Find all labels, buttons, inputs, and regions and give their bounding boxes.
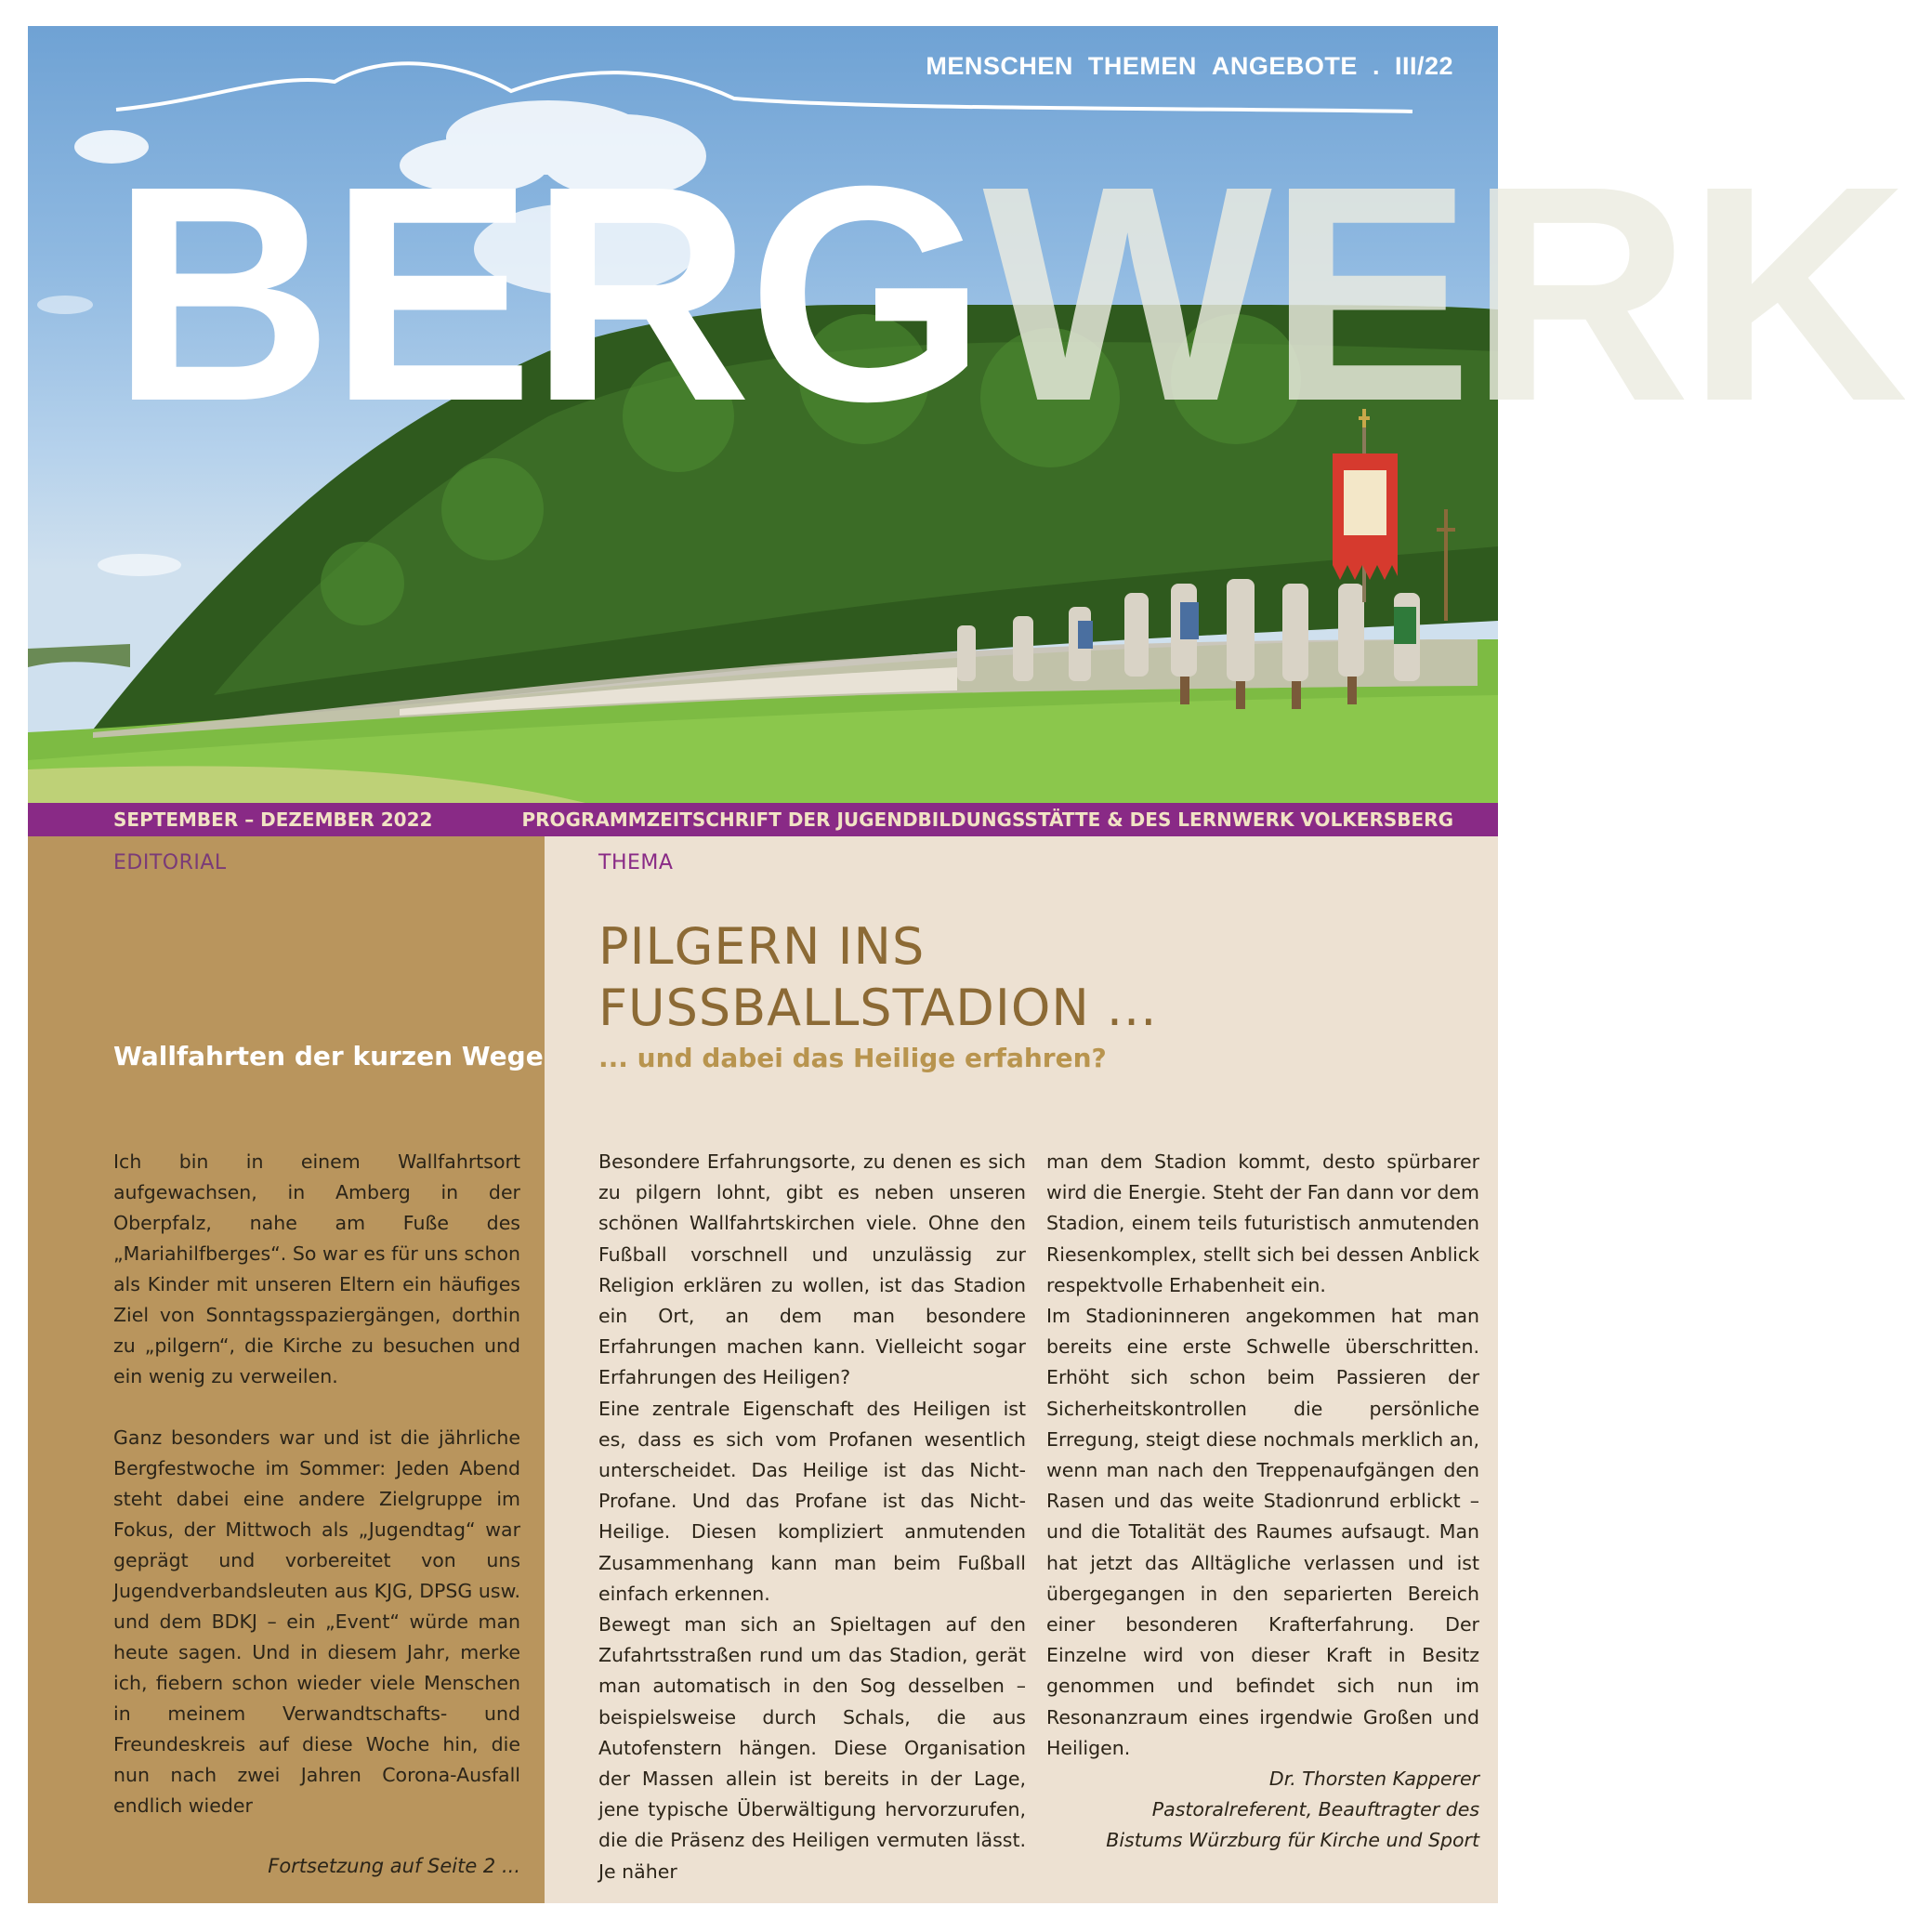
issue-navigation xyxy=(911,52,1453,81)
thema-paragraph: man dem Stadion kommt, desto spürbarer wird die Energie. Steht der Fan dann vor dem Stadion, einem teils futuristisch anmutenden Riesenkomplex, stellt sich bei dessen Anblick respektvolle Erhabenheit ein. xyxy=(1046,1150,1479,1296)
info-band xyxy=(28,803,1498,836)
editorial-heading: Wallfahrten der kurzen Wege xyxy=(113,1041,544,1071)
thema-title-line-1: PILGERN INS xyxy=(598,917,926,976)
thema-title-line-2: FUSSBALLSTADION ... xyxy=(598,979,1158,1037)
editorial-label: EDITORIAL xyxy=(113,851,227,874)
nav-menschen: MENSCHEN xyxy=(926,52,1073,80)
thema-column-1 xyxy=(598,1147,1026,1887)
thema-title xyxy=(598,916,1157,1039)
publisher-line: PROGRAMMZEITSCHRIFT DER JUGENDBILDUNGSSTÄTTE & DES LERNWERK VOLKERSBERG xyxy=(521,808,1453,831)
continued-note: Fortsetzung auf Seite 2 ... xyxy=(268,1855,520,1877)
issue-number: III/22 xyxy=(1394,52,1453,80)
thema-label: THEMA xyxy=(598,851,674,874)
title-werk: WERK xyxy=(982,122,1905,465)
thema-paragraph: Eine zentrale Eigenschaft des Heiligen ist es, dass es sich vom Profanen wesentlich unterscheidet. Das Heilige ist das Nicht-Profane. Und das Profane ist das Nicht-Heilige. Diesen kompliziert anmutenden Zusammenhang kann man beim Fußball einfach erkennen. xyxy=(598,1397,1026,1605)
nav-angebote: ANGEBOTE xyxy=(1211,52,1358,80)
magazine-cover xyxy=(28,26,1905,1903)
thema-section xyxy=(545,836,1498,1903)
editorial-column xyxy=(28,836,545,1903)
cover-photo xyxy=(28,26,1905,803)
thema-subtitle: ... und dabei das Heilige erfahren? xyxy=(598,1043,1107,1073)
title-berg: BERG xyxy=(112,122,983,465)
nav-separator: . xyxy=(1372,52,1380,80)
editorial-body xyxy=(113,1147,520,1852)
thema-column-2 xyxy=(1046,1147,1479,1857)
nav-themen: THEMEN xyxy=(1087,52,1197,80)
author-name: Dr. Thorsten Kapperer xyxy=(1268,1768,1479,1791)
thema-paragraph: Bewegt man sich an Spieltagen auf den Zufahrtsstraßen rund um das Stadion, gerät man automatisch in den Sog desselben – beispielsweise durch Schals, die aus Autofenstern hängen. Diese Organisation der Massen allein ist bereits in der Lage, jene typische Überwältigung hervorzurufen, die die Präsenz des Heiligen vermuten lässt. Je näher xyxy=(598,1613,1026,1883)
editorial-paragraph-1: Ich bin in einem Wallfahrtsort aufgewachsen, in Amberg in der Oberpfalz, nahe am Fuße des „Mariahilfberges“. So war es für uns schon als Kinder mit unseren Eltern ein häufiges Ziel von Sonntagsspaziergängen, dorthin zu „pilgern“, die Kirche zu besuchen und ein wenig zu verweilen. xyxy=(113,1150,520,1387)
thema-paragraph: Im Stadioninneren angekommen hat man bereits eine erste Schwelle überschritten. Erhöht sich schon beim Passieren der Sicherheitskontrollen die persönliche Erregung, steigt diese nochmals merklich an, wenn man nach den Treppenaufgängen den Rasen und das weite Stadionrund erblickt – und die Totalität des Raumes aufsaugt. Man hat jetzt das Alltägliche verlassen und ist übergegangen in den separierten Bereich einer besonderen Krafterfahrung. Der Einzelne wird von dieser Kraft in Besitz genommen und befindet sich nun im Resonanzraum eines irgendwie Großen und Heiligen. xyxy=(1046,1305,1479,1759)
author-role-line-1: Pastoralreferent, Beauftragter des xyxy=(1151,1798,1479,1821)
magazine-title xyxy=(112,122,1905,465)
author-role-line-2: Bistums Würzburg für Kirche und Sport xyxy=(1106,1829,1479,1852)
thema-paragraph: Besondere Erfahrungsorte, zu denen es sich zu pilgern lohnt, gibt es neben unseren schönen Wallfahrtskirchen viele. Ohne den Fußball vorschnell und unzulässig zur Religion erklären zu wollen, ist das Stadion ein Ort, an dem man besondere Erfahrungen machen kann. Vielleicht sogar Erfahrungen des Heiligen? xyxy=(598,1150,1026,1389)
editorial-paragraph-2: Ganz besonders war und ist die jährliche Bergfestwoche im Sommer: Jeden Abend steht dabei eine andere Zielgruppe im Fokus, der Mittwoch als „Jugendtag“ war geprägt und vorbereitet von uns Jugendverbandsleuten aus KJG, DPSG usw. und dem BDKJ – ein „Event“ würde man heute sagen. Und in diesem Jahr, merke ich, fiebern schon wieder viele Menschen in meinem Verwandtschafts- und Freundeskreis auf diese Woche hin, die nun nach zwei Jahren Corona-Ausfall endlich wieder xyxy=(113,1426,520,1817)
issue-date: SEPTEMBER – DEZEMBER 2022 xyxy=(113,808,433,831)
